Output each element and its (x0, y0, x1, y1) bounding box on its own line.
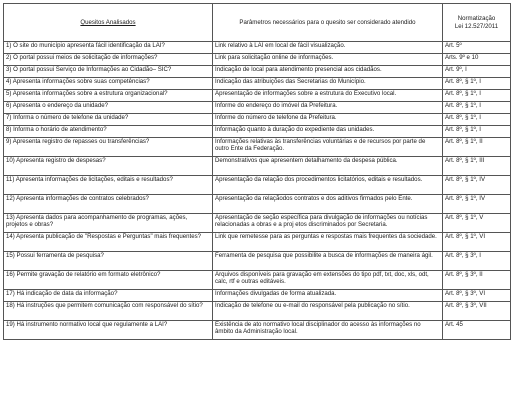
normatizacao-cell: Art. 5º (443, 42, 511, 54)
parametro-cell: Indicação de local para atendimento presencial aos cidadãos. (213, 66, 443, 78)
normatizacao-cell: Art. 45 (443, 321, 511, 340)
normatizacao-cell: Art. 8º, § 3º, VII (443, 302, 511, 321)
table-row (4, 66, 511, 78)
table-row (4, 321, 511, 340)
normatizacao-cell: Art. 8º, § 3º, II (443, 271, 511, 290)
normatizacao-cell: Arts. 9º e 10 (443, 54, 511, 66)
normatizacao-cell: Art. 8º, § 1º, II (443, 138, 511, 157)
table-row (4, 102, 511, 114)
parametro-cell: Apresentação de seção específica para divulgação de informações ou notícias relacionadas a obras e a proj etos discriminados por Secretaria. (213, 214, 443, 233)
table-row (4, 54, 511, 66)
normatizacao-cell: Art. 8º, § 1º, V (443, 214, 511, 233)
table-row (4, 126, 511, 138)
table-row (4, 138, 511, 157)
header-normatizacao-law: Lei 12.527/2011 (454, 22, 499, 30)
parametro-cell: Apresentação da relaçãodos contratos e dos aditivos firmados pelo Ente. (213, 195, 443, 214)
parametro-cell: Existência de ato normativo local disciplinador do acesso às informações no âmbito da Administração local. (213, 321, 443, 340)
parametro-cell: Informações relativas às transferências voluntárias e de recursos por parte de outro Ente da Federação. (213, 138, 443, 157)
quesito-cell: 2) O portal possui meios de solicitação de informações? (4, 54, 213, 66)
parametro-cell: Arquivos disponíveis para gravação em extensões do tipo pdf, txt, doc, xls, odt, calc, rtf e outras editáveis. (213, 271, 443, 290)
table-row (4, 290, 511, 302)
normatizacao-cell: Art. 9º, I (443, 66, 511, 78)
quesito-cell: 15) Possui ferramenta de pesquisa? (4, 252, 213, 271)
parametro-cell: Informe do endereço do imóvel da Prefeitura. (213, 102, 443, 114)
table-row (4, 78, 511, 90)
table-row (4, 195, 511, 214)
quesito-cell: 8) Informa o horário de atendimento? (4, 126, 213, 138)
quesito-cell: 13) Apresenta dados para acompanhamento de programas, ações, projetos e obras? (4, 214, 213, 233)
normatizacao-cell: Art. 8º, § 1º, IV (443, 195, 511, 214)
quesito-cell: 7) Informa o número de telefone da unidade? (4, 114, 213, 126)
parametro-cell: Link para solicitação online de informações. (213, 54, 443, 66)
table-row (4, 176, 511, 195)
quesito-cell: 11) Apresenta informações de licitações, editais e resultados? (4, 176, 213, 195)
quesito-cell: 17) Há indicação de data da informação? (4, 290, 213, 302)
quesito-cell: 4) Apresenta informações sobre suas competências? (4, 78, 213, 90)
table-row (4, 252, 511, 271)
lai-criteria-table (3, 3, 511, 340)
parametro-cell: Informações divulgadas de forma atualizada. (213, 290, 443, 302)
document-page (3, 3, 511, 340)
quesito-cell: 14) Apresenta publicação de "Respostas e Perguntas" mais frequentes? (4, 233, 213, 252)
parametro-cell: Link relativo à LAI em local de fácil visualização. (213, 42, 443, 54)
quesito-cell: 16) Permite gravação de relatório em formato eletrônico? (4, 271, 213, 290)
parametro-cell: Informe do número de telefone da Prefeitura. (213, 114, 443, 126)
header-normatizacao (443, 4, 511, 42)
header-normatizacao-title: Normatização (457, 15, 496, 23)
quesito-cell: 19) Há instrumento normativo local que regulamente a LAI? (4, 321, 213, 340)
parametro-cell: Demonstrativos que apresentem detalhamento da despesa pública. (213, 157, 443, 176)
normatizacao-cell: Art. 8º, § 1º, I (443, 90, 511, 102)
parametro-cell: Apresentação da relação dos procedimentos licitatórios, editais e resultados. (213, 176, 443, 195)
normatizacao-cell: Art. 8º, § 1º, I (443, 78, 511, 90)
table-row (4, 42, 511, 54)
quesito-cell: 6) Apresenta o endereço da unidade? (4, 102, 213, 114)
table-row (4, 271, 511, 290)
table-header-row (4, 4, 511, 42)
parametro-cell: Ferramenta de pesquisa que possibilite a busca de informações de maneira ágil. (213, 252, 443, 271)
normatizacao-cell: Art. 8º, § 3º, I (443, 252, 511, 271)
table-row (4, 114, 511, 126)
quesito-cell: 18) Há instruções que permitem comunicação com responsável do sítio? (4, 302, 213, 321)
quesito-cell: 12) Apresenta informações de contratos celebrados? (4, 195, 213, 214)
normatizacao-cell: Art. 8º, § 1º, IV (443, 176, 511, 195)
quesito-cell: 10) Apresenta registro de despesas? (4, 157, 213, 176)
table-row (4, 302, 511, 321)
table-row (4, 157, 511, 176)
table-row (4, 90, 511, 102)
header-quesitos: Quesitos Analisados (4, 4, 213, 42)
table-row (4, 214, 511, 233)
quesito-cell: 3) O portal possui Serviço de Informações ao Cidadão– SIC? (4, 66, 213, 78)
parametro-cell: Indicação de telefone ou e-mail do responsável pela publicação no sítio. (213, 302, 443, 321)
parametro-cell: Informação quanto à duração do expediente das unidades. (213, 126, 443, 138)
table-row (4, 233, 511, 252)
normatizacao-cell: Art. 8º, § 1º, I (443, 102, 511, 114)
normatizacao-cell: Art. 8º, § 1º, III (443, 157, 511, 176)
parametro-cell: Indicação das atribuições das Secretarias do Município. (213, 78, 443, 90)
quesito-cell: 5) Apresenta informações sobre a estrutura organizacional? (4, 90, 213, 102)
normatizacao-cell: Art. 8º, § 1º, VI (443, 233, 511, 252)
normatizacao-cell: Art. 8º, § 3º, VI (443, 290, 511, 302)
normatizacao-cell: Art. 8º, § 1º, I (443, 114, 511, 126)
normatizacao-cell: Art. 8º, § 1º, I (443, 126, 511, 138)
quesito-cell: 1) O site do município apresenta fácil identificação da LAI? (4, 42, 213, 54)
quesito-cell: 9) Apresenta registro de repasses ou transferências? (4, 138, 213, 157)
header-parametros: Parâmetros necessários para o quesito ser considerado atendido (213, 4, 443, 42)
parametro-cell: Apresentação de informações sobre a estrutura do Executivo local. (213, 90, 443, 102)
parametro-cell: Link que remetesse para as perguntas e respostas mais frequentes da sociedade. (213, 233, 443, 252)
